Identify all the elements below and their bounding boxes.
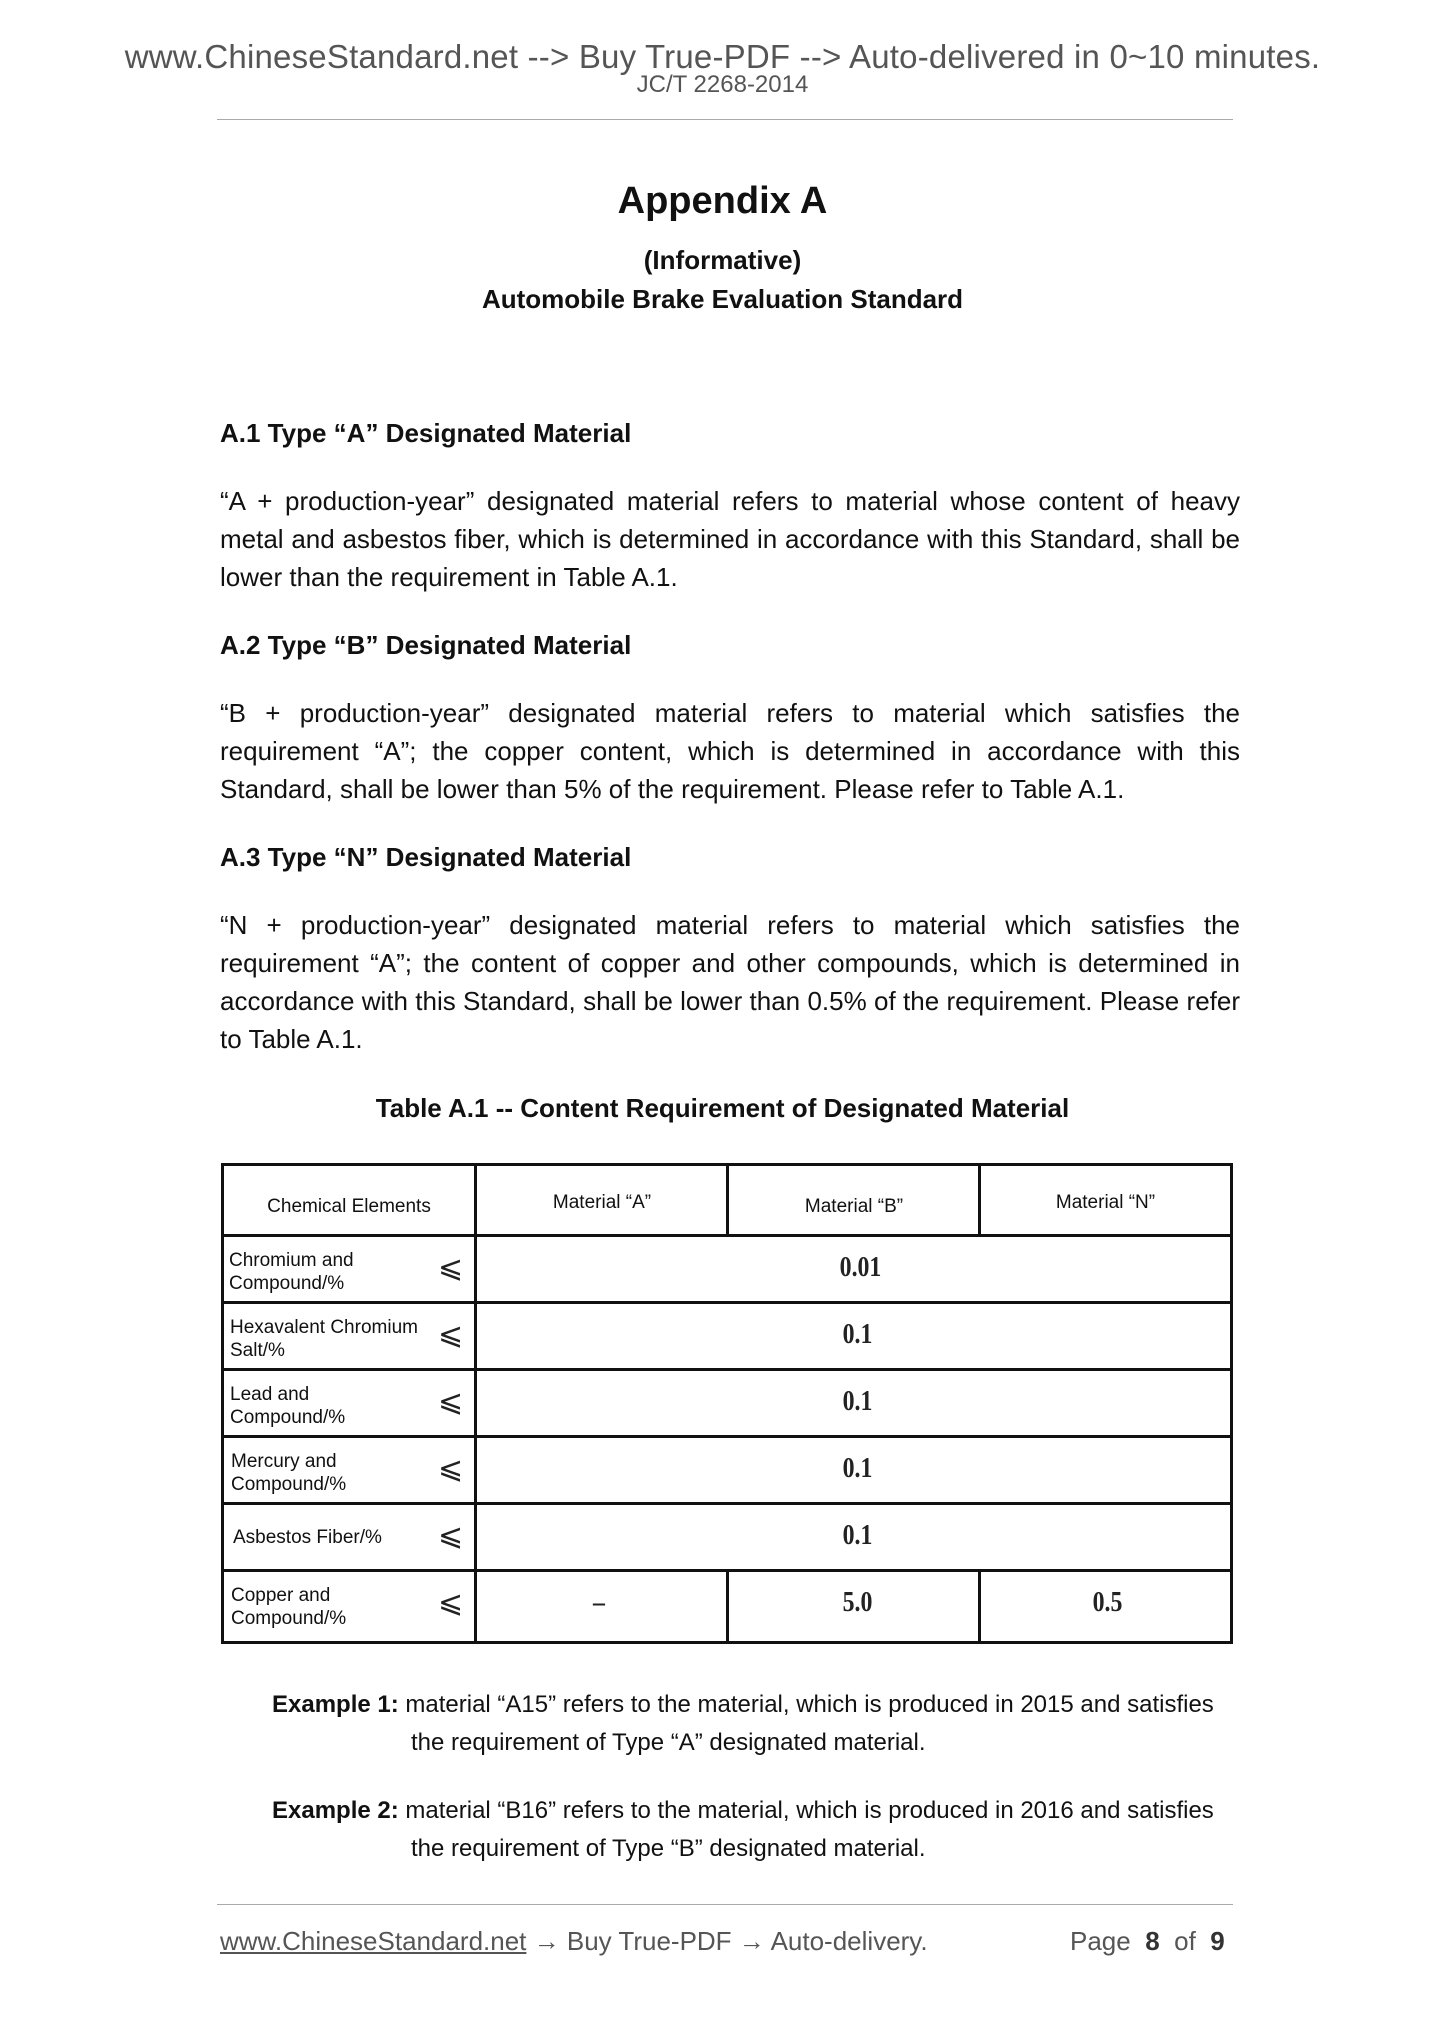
table-cell-value: 0.1 xyxy=(842,1386,873,1417)
section-a2-heading: A.2 Type “B” Designated Material xyxy=(220,630,632,660)
example-text-continued: the requirement of Type “B” designated material. xyxy=(411,1835,926,1862)
less-equal-symbol: ⩽ xyxy=(438,1585,464,1620)
example-label: Example 1: xyxy=(272,1691,399,1718)
example-text: material “B16” refers to the material, which is produced in 2016 and satisfies xyxy=(405,1797,1214,1824)
less-equal-symbol: ⩽ xyxy=(438,1518,464,1553)
table-column-divider xyxy=(474,1166,477,1641)
footer-trail: → Buy True-PDF → Auto-delivery. xyxy=(526,1926,928,1956)
content-requirement-table xyxy=(221,1163,1233,1644)
table-cell-value: 0.5 xyxy=(1092,1587,1123,1618)
less-equal-symbol: ⩽ xyxy=(438,1451,464,1486)
table-row-label: Lead and Compound/% xyxy=(230,1384,346,1428)
appendix-subtitle: Automobile Brake Evaluation Standard xyxy=(481,284,964,314)
page-total: 9 xyxy=(1210,1926,1225,1956)
footer-left xyxy=(220,1926,928,1957)
example-2 xyxy=(272,1792,1242,1868)
table-row-label: Hexavalent Chromium Salt/% xyxy=(230,1317,418,1361)
table-row-divider xyxy=(224,1435,1230,1438)
table-cell-value: 0.1 xyxy=(842,1520,873,1551)
table-row-label: Copper and Compound/% xyxy=(231,1585,347,1629)
section-a3-heading: A.3 Type “N” Designated Material xyxy=(220,842,632,872)
section-a1-heading: A.1 Type “A” Designated Material xyxy=(220,418,632,448)
table-row-label: Chromium and Compound/% xyxy=(229,1250,354,1294)
section-a1-body: “A + production-year” designated material refers to material whose content of heavy metal and asbestos fiber, which is determined in accordance with this Standard, shall be lower than the requirement in Table A.1. xyxy=(220,486,1240,592)
footer-divider xyxy=(217,1904,1233,1905)
table-header-material-a: Material “A” xyxy=(552,1192,652,1213)
section-a3-body: “N + production-year” designated material refers to material which satisfies the requirement “A”; the content of copper and other compounds, which is determined in accordance with this Standard, shall be lower than 0.5% of the requirement. Please refer to Table A.1. xyxy=(220,910,1240,1054)
footer-link[interactable]: www.ChineseStandard.net xyxy=(220,1926,527,1956)
table-row-divider xyxy=(224,1368,1230,1371)
example-text: material “A15” refers to the material, which is produced in 2015 and satisfies xyxy=(405,1691,1214,1718)
page-indicator: Page 8 of 9 xyxy=(1070,1926,1225,1956)
table-cell-value: 0.1 xyxy=(842,1453,873,1484)
table-column-divider xyxy=(978,1570,981,1641)
table-cell-value: – xyxy=(593,1587,605,1618)
table-row-divider xyxy=(224,1301,1230,1304)
document-code: JC/T 2268-2014 xyxy=(636,71,809,98)
section-a2-body: “B + production-year” designated material refers to material which satisfies the requirement “A”; the copper content, which is determined in accordance with this Standard, shall be lower than 5% of the requirement. Please refer to Table A.1. xyxy=(220,698,1240,804)
less-equal-symbol: ⩽ xyxy=(438,1384,464,1419)
table-header-material-b: Material “B” xyxy=(804,1196,904,1217)
table-cell-value: 0.01 xyxy=(839,1252,882,1283)
header-banner[interactable]: www.ChineseStandard.net --> Buy True-PDF --> Auto-delivered in 0~10 minutes. xyxy=(124,38,1321,75)
table-row-divider xyxy=(224,1502,1230,1505)
table-caption: Table A.1 -- Content Requirement of Designated Material xyxy=(375,1093,1070,1123)
less-equal-symbol: ⩽ xyxy=(438,1317,464,1352)
table-row-label: Asbestos Fiber/% xyxy=(233,1527,382,1548)
less-equal-symbol: ⩽ xyxy=(438,1250,464,1285)
table-row-label: Mercury and Compound/% xyxy=(231,1451,347,1495)
table-header-chemical-elements: Chemical Elements xyxy=(267,1196,431,1217)
example-label: Example 2: xyxy=(272,1797,399,1824)
page-title: Appendix A xyxy=(617,180,828,222)
table-column-divider xyxy=(726,1570,729,1641)
example-text-continued: the requirement of Type “A” designated material. xyxy=(411,1729,926,1756)
table-cell-value: 0.1 xyxy=(842,1319,873,1350)
appendix-note: (Informative) xyxy=(643,245,802,275)
table-header-material-n: Material “N” xyxy=(1055,1192,1156,1213)
example-1 xyxy=(272,1686,1242,1762)
page-number: 8 xyxy=(1145,1926,1160,1956)
header-divider xyxy=(217,119,1233,120)
table-cell-value: 5.0 xyxy=(842,1587,873,1618)
